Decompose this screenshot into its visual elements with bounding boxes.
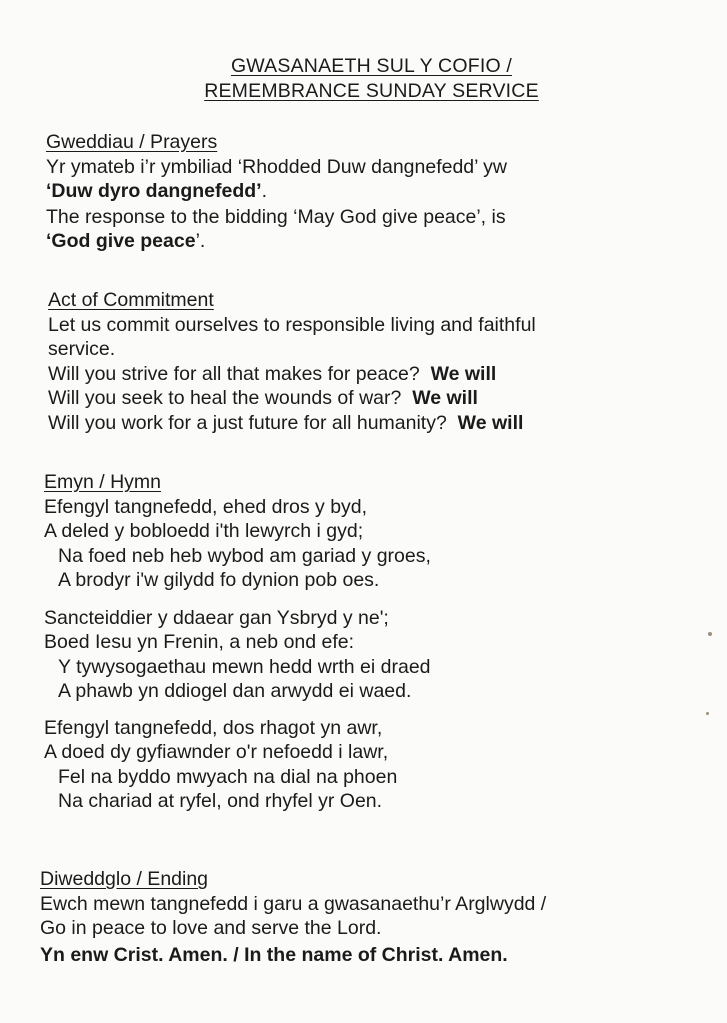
page-title-english: REMEMBRANCE SUNDAY SERVICE bbox=[204, 80, 539, 102]
hymn-line: Sancteiddier y ddaear gan Ysbryd y ne'; bbox=[44, 606, 389, 629]
ending-line-3: Yn enw Crist. Amen. / In the name of Christ. Amen. bbox=[40, 943, 508, 966]
prayers-welsh-end: . bbox=[261, 180, 268, 202]
hymn-line: Y tywysogaethau mewn hedd wrth ei draed bbox=[58, 655, 431, 678]
prayers-welsh-response: ‘Duw dyro dangnefedd’ bbox=[46, 180, 262, 202]
hymn-line: A phawb yn ddiogel dan arwydd ei waed. bbox=[58, 680, 412, 702]
ending-line-2: Go in peace to love and serve the Lord. bbox=[40, 917, 382, 939]
prayers-english-end: ’. bbox=[195, 230, 206, 252]
commitment-question-1 bbox=[48, 362, 708, 387]
commitment-heading: Act of Commitment bbox=[48, 289, 214, 311]
ending-section bbox=[40, 867, 700, 967]
hymn-line: Boed Iesu yn Frenin, a neb ond efe: bbox=[44, 631, 355, 653]
question-text: Will you work for a just future for all humanity? bbox=[48, 411, 447, 434]
question-text: Will you strive for all that makes for peace? bbox=[48, 362, 420, 385]
paper-speck bbox=[708, 632, 712, 636]
question-text: Will you seek to heal the wounds of war? bbox=[48, 387, 402, 409]
hymn-line: A brodyr i'w gilydd fo dynion pob oes. bbox=[58, 569, 380, 591]
commitment-question-2 bbox=[48, 386, 708, 411]
hymn-line: Fel na byddo mwyach na dial na phoen bbox=[58, 765, 398, 788]
prayers-english-intro: The response to the bidding ‘May God give peace’, is bbox=[46, 205, 506, 228]
hymn-line: A doed dy gyfiawnder o'r nefoedd i lawr, bbox=[44, 741, 389, 763]
hymn-line: Efengyl tangnefedd, dos rhagot yn awr, bbox=[44, 716, 383, 739]
prayers-welsh-intro: Yr ymateb i’r ymbiliad ‘Rhodded Duw dangnefedd’ yw bbox=[46, 155, 508, 178]
hymn-heading: Emyn / Hymn bbox=[44, 471, 162, 493]
ending-heading: Diweddglo / Ending bbox=[40, 868, 209, 890]
commitment-question-3 bbox=[48, 411, 708, 436]
commitment-line-1: Let us commit ourselves to responsible living and faithful bbox=[48, 313, 536, 336]
response-we-will: We will bbox=[457, 411, 524, 434]
commitment-section bbox=[48, 288, 708, 435]
hymn-section bbox=[44, 470, 704, 814]
hymn-line: A deled y bobloedd i'th lewyrch i gyd; bbox=[44, 520, 364, 542]
hymn-verse-1 bbox=[44, 495, 704, 593]
prayers-heading: Gweddiau / Prayers bbox=[46, 131, 218, 153]
response-we-will: We will bbox=[412, 387, 478, 409]
prayers-section bbox=[46, 130, 706, 254]
hymn-verse-3 bbox=[44, 716, 704, 814]
ending-line-1: Ewch mewn tangnefedd i garu a gwasanaethu’r Arglwydd / bbox=[40, 892, 547, 915]
prayers-english-response: ‘God give peace bbox=[46, 230, 196, 252]
paper-speck bbox=[706, 712, 709, 715]
prayers-english-response-line bbox=[46, 229, 706, 254]
response-we-will: We will bbox=[430, 362, 497, 385]
hymn-line: Na foed neb heb wybod am gariad y groes, bbox=[58, 544, 431, 567]
hymn-line: Efengyl tangnefedd, ehed dros y byd, bbox=[44, 495, 368, 518]
hymn-line: Na chariad at ryfel, ond rhyfel yr Oen. bbox=[58, 790, 383, 812]
page-title-welsh: GWASANAETH SUL Y COFIO / bbox=[230, 55, 513, 77]
prayers-welsh-response-line bbox=[46, 179, 706, 204]
hymn-verse-2 bbox=[44, 606, 704, 704]
commitment-line-2: service. bbox=[48, 338, 116, 360]
